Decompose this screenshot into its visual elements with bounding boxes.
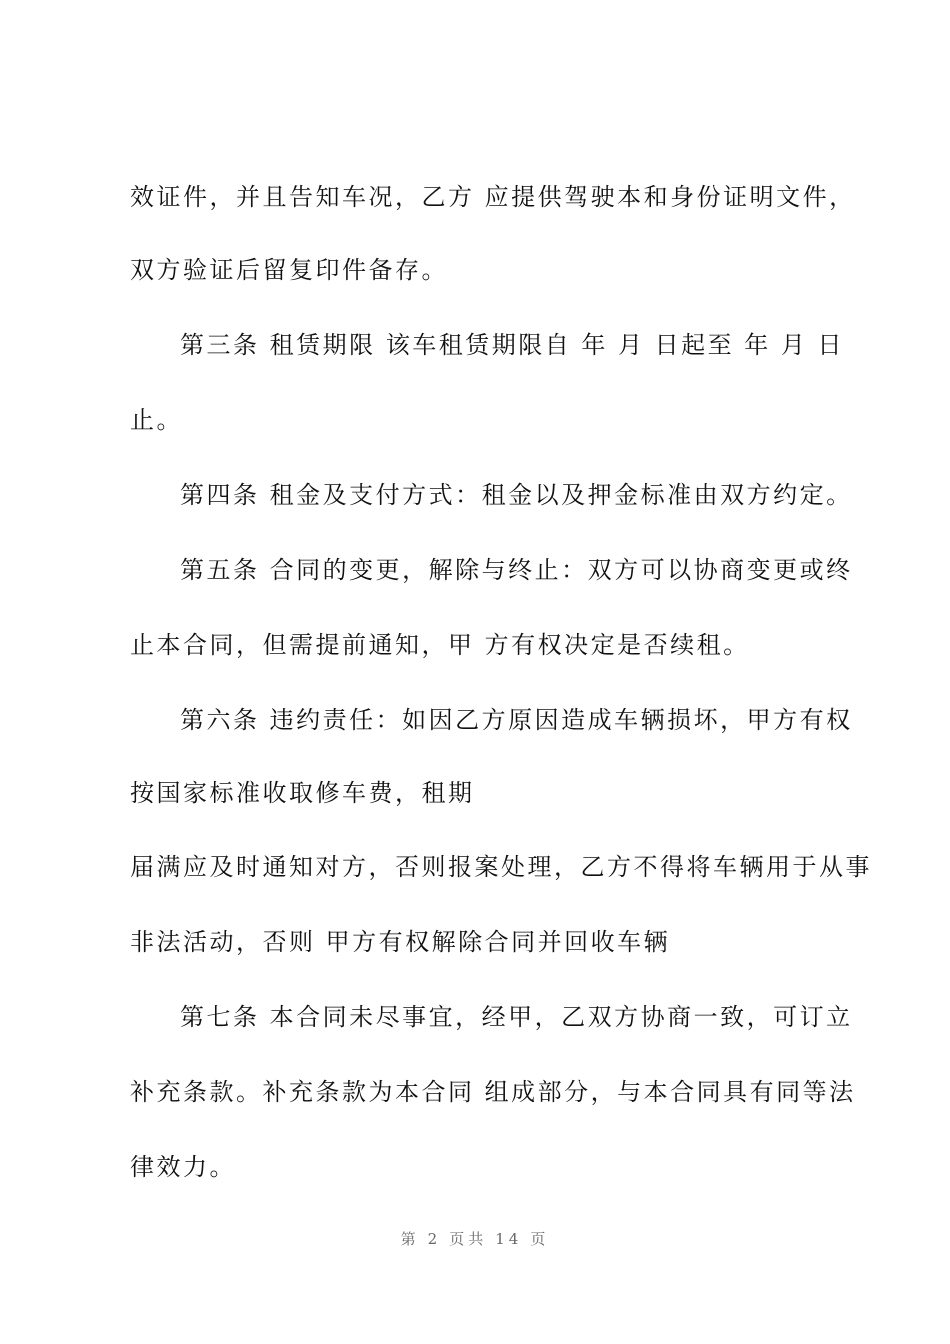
article-three-line: 第三条 租赁期限 该车租赁期限自 年 月 日起至 年 月 日 [180,331,845,359]
paragraph-line: 按国家标准收取修车费，租期 [130,779,475,807]
article-four-line: 第四条 租金及支付方式：租金以及押金标准由双方约定。 [180,481,853,509]
paragraph-line: 效证件，并且告知车况，乙方 应提供驾驶本和身份证明文件， [130,183,856,211]
paragraph-line: 止。 [130,406,183,434]
total-pages-number: 14 [495,1230,523,1248]
page-label-mid: 页共 [449,1230,488,1248]
current-page-number: 2 [427,1230,442,1248]
page-label-suffix: 页 [530,1230,550,1248]
paragraph-line: 止本合同，但需提前通知，甲 方有权决定是否续租。 [130,631,750,659]
article-seven-line: 第七条 本合同未尽事宜，经甲，乙双方协商一致，可订立 [180,1003,853,1031]
paragraph-line: 双方验证后留复印件备存。 [130,256,448,284]
article-five-line: 第五条 合同的变更，解除与终止：双方可以协商变更或终 [180,556,853,584]
article-six-line: 第六条 违约责任：如因乙方原因造成车辆损坏，甲方有权 [180,706,853,734]
paragraph-line: 补充条款。补充条款为本合同 组成部分，与本合同具有同等法 [130,1078,856,1106]
page-label-prefix: 第 [400,1230,420,1248]
paragraph-line: 非法活动，否则 甲方有权解除合同并回收车辆 [130,928,671,956]
page-footer [0,1228,950,1249]
paragraph-line: 届满应及时通知对方，否则报案处理，乙方不得将车辆用于从事 [130,853,872,881]
paragraph-line: 律效力。 [130,1153,236,1181]
